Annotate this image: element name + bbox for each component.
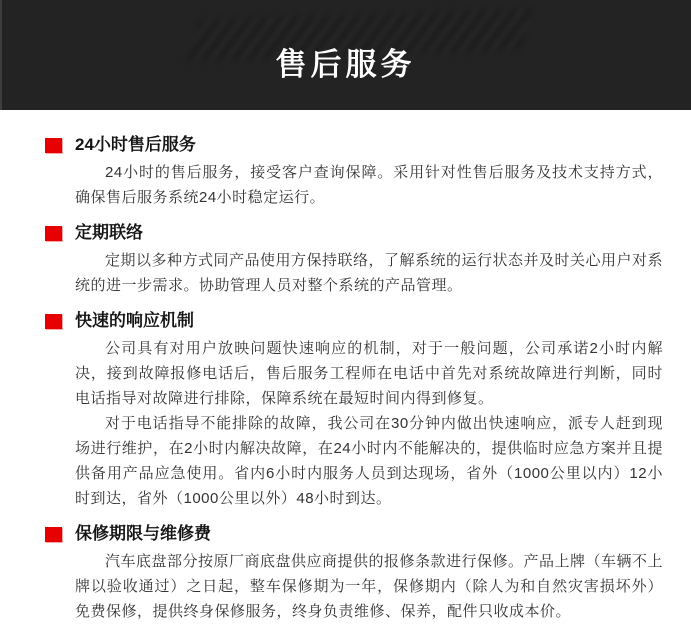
section-banner [0,0,691,110]
section-warranty [45,523,663,624]
red-square-bullet-icon [45,314,62,329]
section-heading: 快速的响应机制 [75,311,194,330]
red-square-bullet-icon [45,138,62,153]
red-square-bullet-icon [45,527,62,542]
section-24h-service [45,134,663,210]
section-heading-row [45,523,663,545]
red-square-bullet-icon [45,226,62,241]
section-paragraph: 汽车底盘部分按原厂商底盘供应商提供的报修条款进行保修。产品上牌（车辆不上牌以验收通过）之日起，整车保修期为一年，保修期内（除人为和自然灾害损坏外）免费保修，提供终身保修服务，终身负责维修、保养，配件只收成本价。 [75,553,664,620]
section-heading: 24小时售后服务 [75,135,196,154]
section-paragraph: 24小时的售后服务，接受客户查询保障。采用针对性售后服务及技术支持方式，确保售后服务系统24小时稳定运行。 [75,164,663,206]
section-heading-row [45,134,663,156]
content-area [0,110,691,624]
section-heading-row [45,310,663,332]
section-regular-contact [45,222,663,298]
page-title: 售后服务 [275,47,416,82]
section-heading: 定期联络 [75,223,143,242]
section-heading: 保修期限与维修费 [75,524,211,543]
section-paragraph: 公司具有对用户放映问题快速响应的机制，对于一般问题，公司承诺2小时内解决，接到故障报修电话后，售后服务工程师在电话中首先对系统故障进行判断，同时电话指导对故障进行排除，保障系统在最短时间内得到修复。 [75,340,663,407]
section-rapid-response [45,310,663,511]
section-heading-row [45,222,663,244]
section-paragraph: 定期以多种方式同产品使用方保持联络，了解系统的运行状态并及时关心用户对系统的进一步需求。协助管理人员对整个系统的产品管理。 [75,252,664,294]
section-paragraph: 对于电话指导不能排除的故障，我公司在30分钟内做出快速响应，派专人赶到现场进行维护，在2小时内解决故障，在24小时内不能解决的，提供临时应急方案并且提供备用产品应急使用。省内6小时内服务人员到达现场，省外（1000公里以内）12小时到达，省外（1000公里以外）48小时到达。 [75,415,663,507]
